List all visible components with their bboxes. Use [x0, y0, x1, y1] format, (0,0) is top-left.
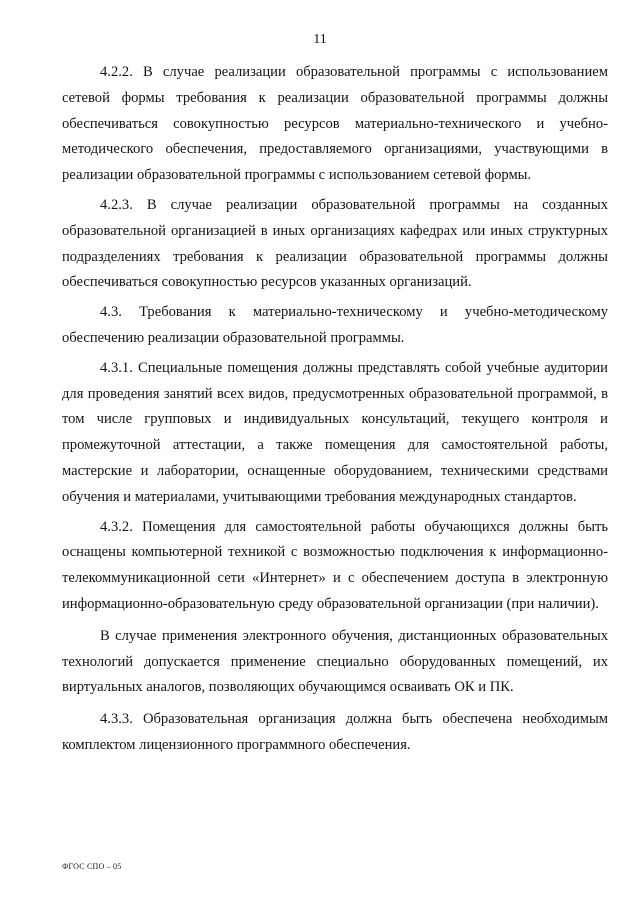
paragraph-e-learning: В случае применения электронного обучения, дистанционных образовательных технологий допускается применение специально оборудованных помещений, их виртуальных аналогов, позволяющих обучающимся осваивать ОК и ПК.	[62, 627, 608, 696]
paragraph-4-3-1: 4.3.1. Специальные помещения должны представлять собой учебные аудитории для проведения занятий всех видов, предусмотренных образовательной программой, в том числе групповых и индивидуальных консультаций, текущего контроля и промежуточной аттестации, а также помещения для самостоятельной работы, мастерские и лаборатории, оснащенные оборудованием, техническими средствами обучения и материалами, учитывающими требования международных стандартов.	[62, 359, 608, 505]
document-body	[62, 60, 608, 759]
footer-standard-code: ФГОС СПО – 05	[62, 862, 122, 871]
paragraph-4-2-3: 4.2.3. В случае реализации образовательной программы на созданных образовательной организацией в иных организациях кафедрах или иных структурных подразделениях требования к реализации образовательной программы должны обеспечиваться совокупностью ресурсов указанных организаций.	[62, 196, 608, 291]
paragraph-4-3-2: 4.3.2. Помещения для самостоятельной работы обучающихся должны быть оснащены компьютерной техникой с возможностью подключения к информационно-телекоммуникационной сети «Интернет» и с обеспечением доступа в электронную информационно-образовательную среду образовательной организации (при наличии).	[62, 518, 608, 612]
paragraph-4-2-2: 4.2.2. В случае реализации образовательной программы с использованием сетевой формы требования к реализации образовательной программы должны обеспечиваться совокупностью ресурсов материально-технического и учебно-методического обеспечения, предоставляемого организациями, участвующими в реализации образовательной программы с использованием сетевой формы.	[62, 64, 608, 184]
paragraph-4-3-3: 4.3.3. Образовательная организация должна быть обеспечена необходимым комплектом лицензионного программного обеспечения.	[62, 711, 608, 753]
paragraph-4-3: 4.3. Требования к материально-техническому и учебно-методическому обеспечению реализации образовательной программы.	[62, 304, 608, 346]
page-number: 11	[313, 32, 327, 47]
